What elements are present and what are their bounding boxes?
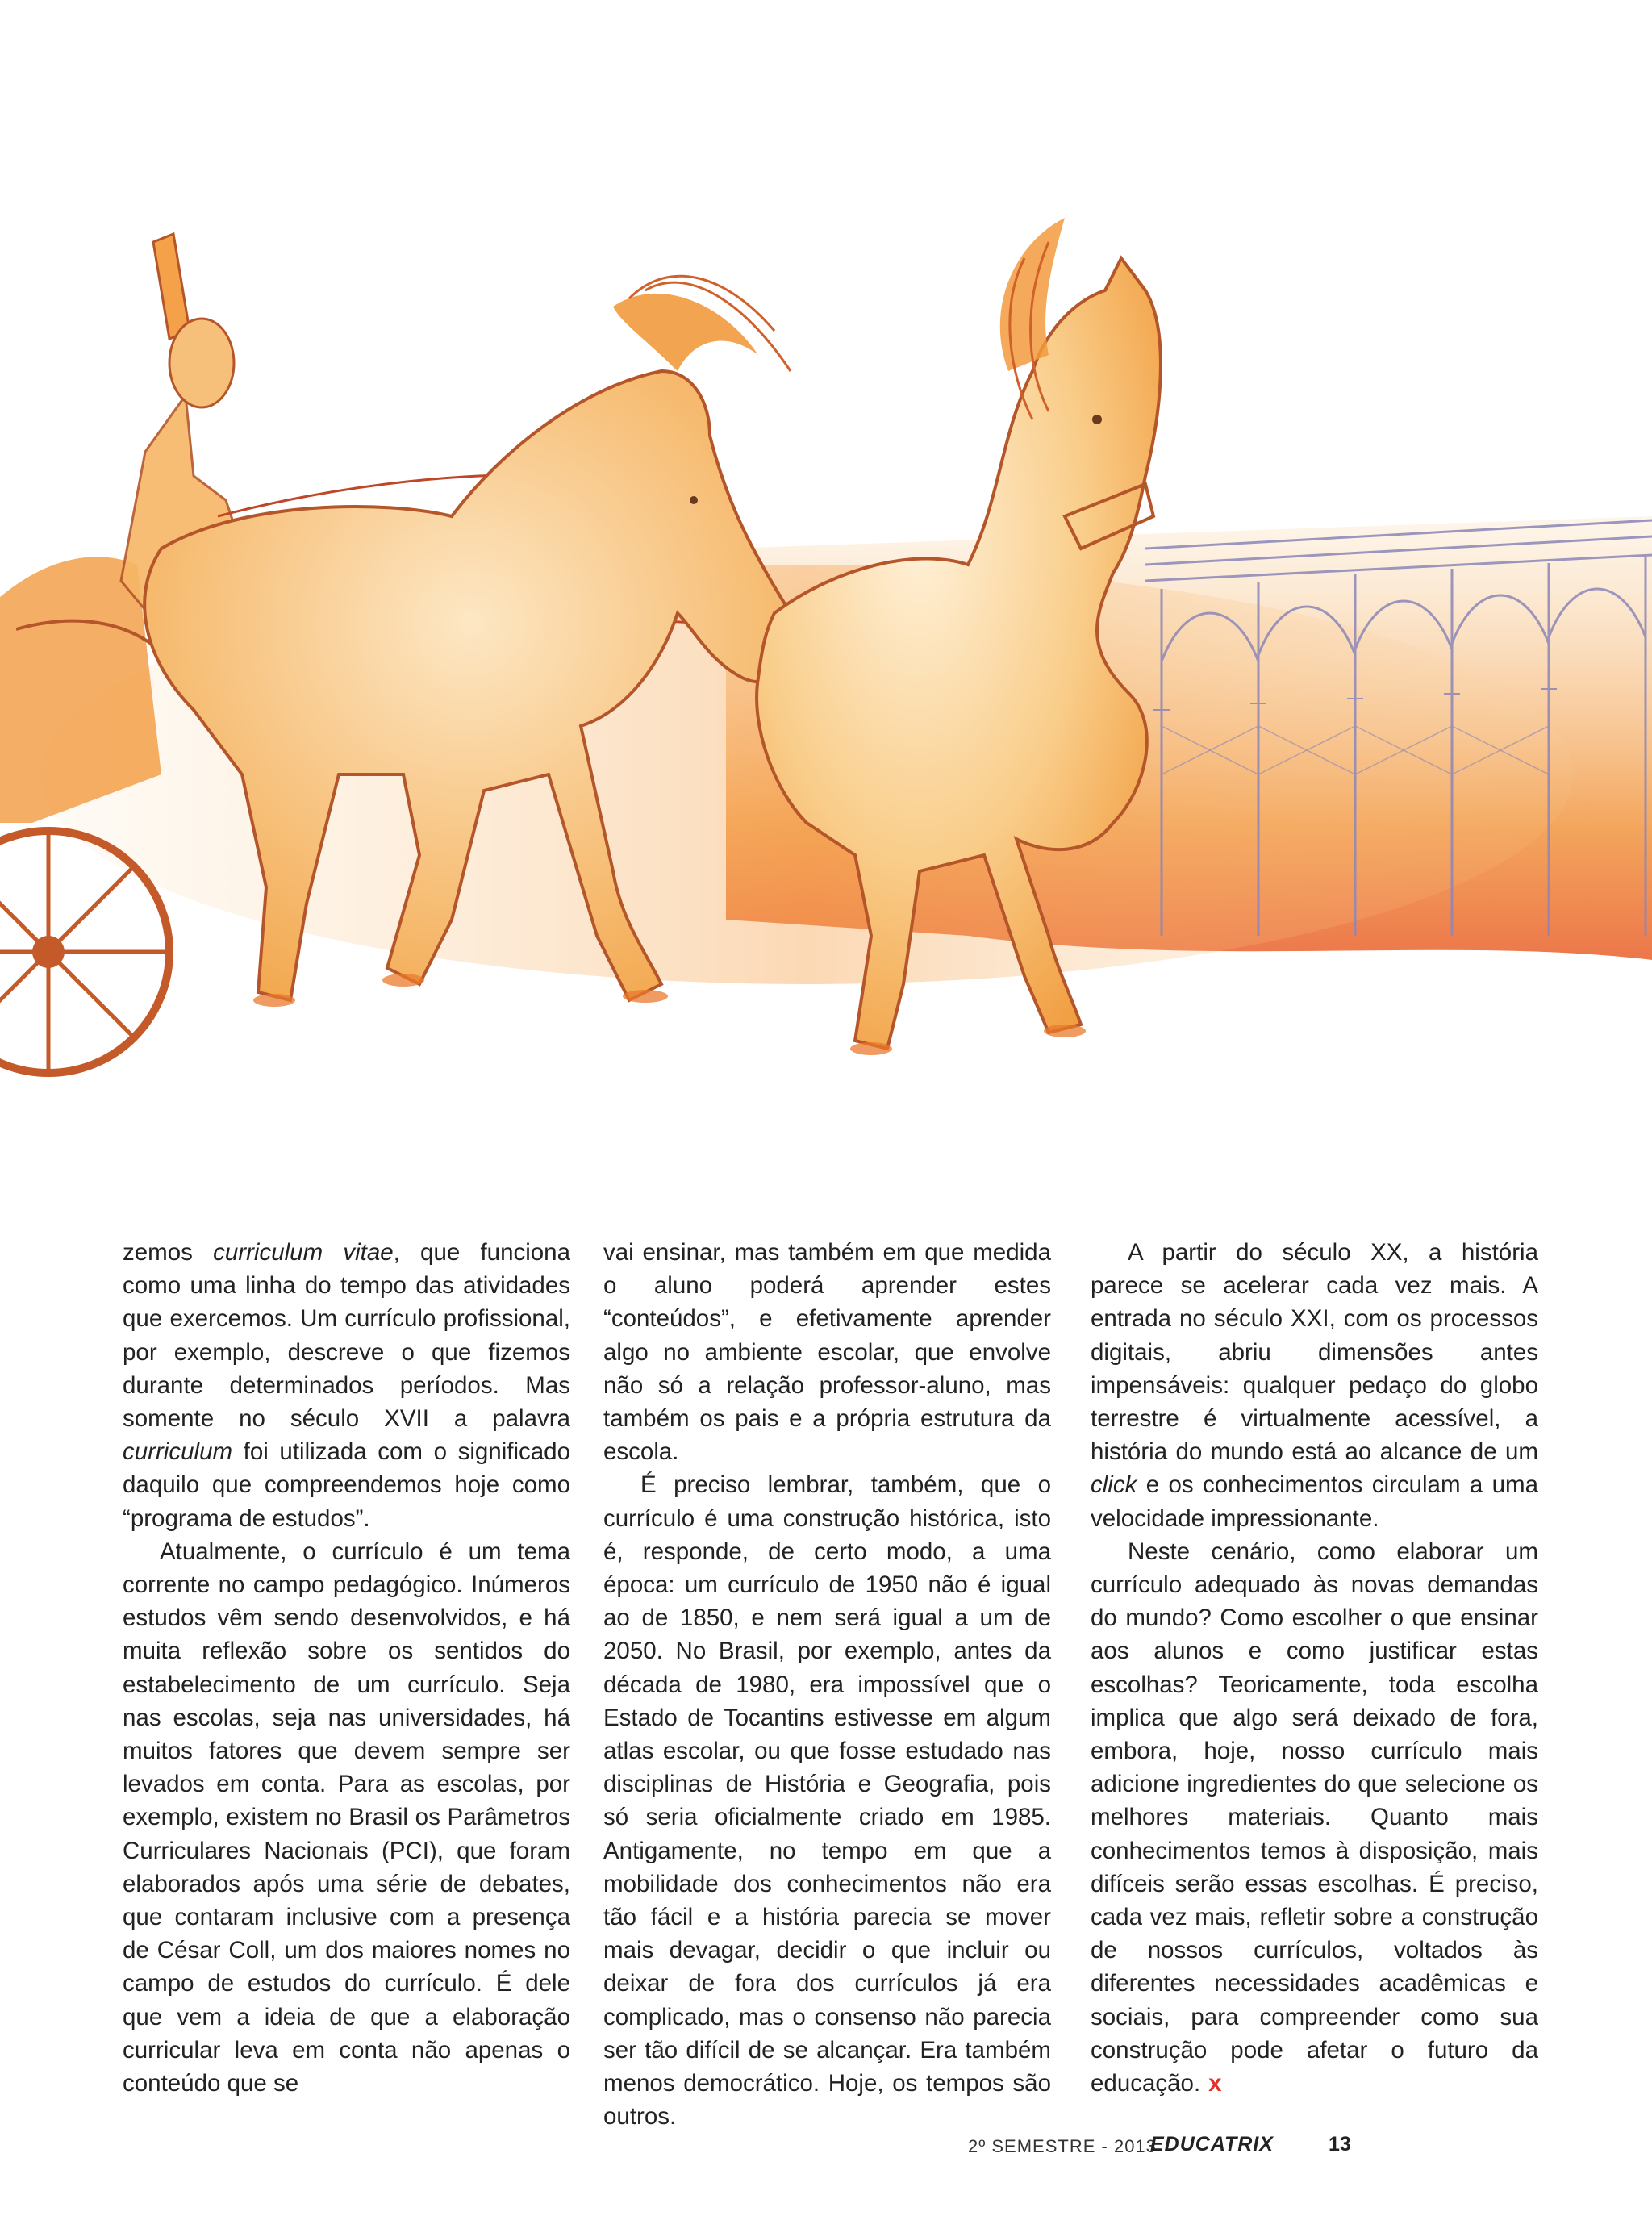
- footer-semester: 2º SEMESTRE - 2013: [968, 2136, 1157, 2156]
- page-footer: [968, 2131, 1533, 2164]
- col3-paragraph-1: A partir do século XX, a história parece se acelerar cada vez mais. A entrada no século XXI, com os processos digitais, abriu dimensões antes impensáveis: qualquer pedaço do globo terrestre é virtualmente acessível, a história do mundo está ao alcance de um click e os conhecimentos circulam a uma velocidade impressionante.: [1091, 1239, 1538, 1532]
- col3-paragraph-2: Neste cenário, como elaborar um currículo adequado às novas demandas do mundo? Como escolher o que ensinar aos alunos e como justificar estas escolhas? Teoricamente, toda escolha implica que algo será deixado de fora, embora, hoje, nosso currículo mais adicione ingredientes do que selecione os melhores materiais. Quanto mais conhecimentos temos à disposição, mais difíceis serão essas escolhas. É preciso, cada vez mais, refletir sobre a construção de nossos currículos, voltados às diferentes necessidades acadêmicas e sociais, para compreender como sua construção pode afetar o futuro da educação. x: [1091, 1538, 1538, 2097]
- chariot-horses-illustration: [0, 210, 1652, 1194]
- article-column-3: [1091, 1236, 1538, 2100]
- article-column-2: [603, 1236, 1051, 2133]
- footer-brand-logo: EDUCATRIX: [1150, 2133, 1274, 2155]
- col1-paragraph-2: Atualmente, o currículo é um tema corrente no campo pedagógico. Inúmeros estudos vêm sendo desenvolvidos, e há muita reflexão sobre os sentidos do estabelecimento de um currículo. Seja nas escolas, seja nas universidades, há muitos fatores que devem sempre ser levados em conta. Para as escolas, por exemplo, existem no Brasil os Parâmetros Curriculares Nacionais (PCI), que foram elaborados após uma série de debates, que contaram inclusive com a presença de César Coll, um dos maiores nomes no campo de estudos do currículo. É dele que vem a ideia de que a elaboração curricular leva em conta não apenas o conteúdo que se: [123, 1538, 570, 2097]
- col2-paragraph-2: É preciso lembrar, também, que o currículo é uma construção histórica, isto é, responde, de certo modo, a uma época: um currículo de 1950 não é igual ao de 1850, e nem será igual a um de 2050. No Brasil, por exemplo, antes da década de 1980, era impossível que o Estado de Tocantins estivesse em algum atlas escolar, ou que fosse estudado nas disciplinas de História e Geografia, pois só seria oficialmente criado em 1985. Antigamente, no tempo em que a mobilidade dos conhecimentos não era tão fácil e a história parecia se mover mais devagar, decidir o que incluir ou deixar de fora dos currículos já era complicado, mas o consenso não parecia ser tão difícil de se alcançar. Era também menos democrático. Hoje, os tempos são outros.: [603, 1471, 1051, 2130]
- col1-paragraph-1: zemos curriculum vitae, que funciona como uma linha do tempo das atividades que exercemos. Um currículo profissional, por exemplo, descreve o que fizemos durante determinados períodos. Mas somente no século XVII a palavra curriculum foi utilizada com o significado daquilo que compreendemos hoje como “programa de estudos”.: [123, 1239, 570, 1532]
- page-number: 13: [1329, 2133, 1351, 2155]
- article-column-1: [123, 1236, 570, 2100]
- col2-paragraph-1: vai ensinar, mas também em que medida o aluno poderá aprender estes “conteúdos”, e efetivamente aprender algo no ambiente escolar, que envolve não só a relação professor-aluno, mas também os pais e a própria estrutura da escola.: [603, 1239, 1051, 1466]
- end-of-article-mark: x: [1208, 2070, 1222, 2097]
